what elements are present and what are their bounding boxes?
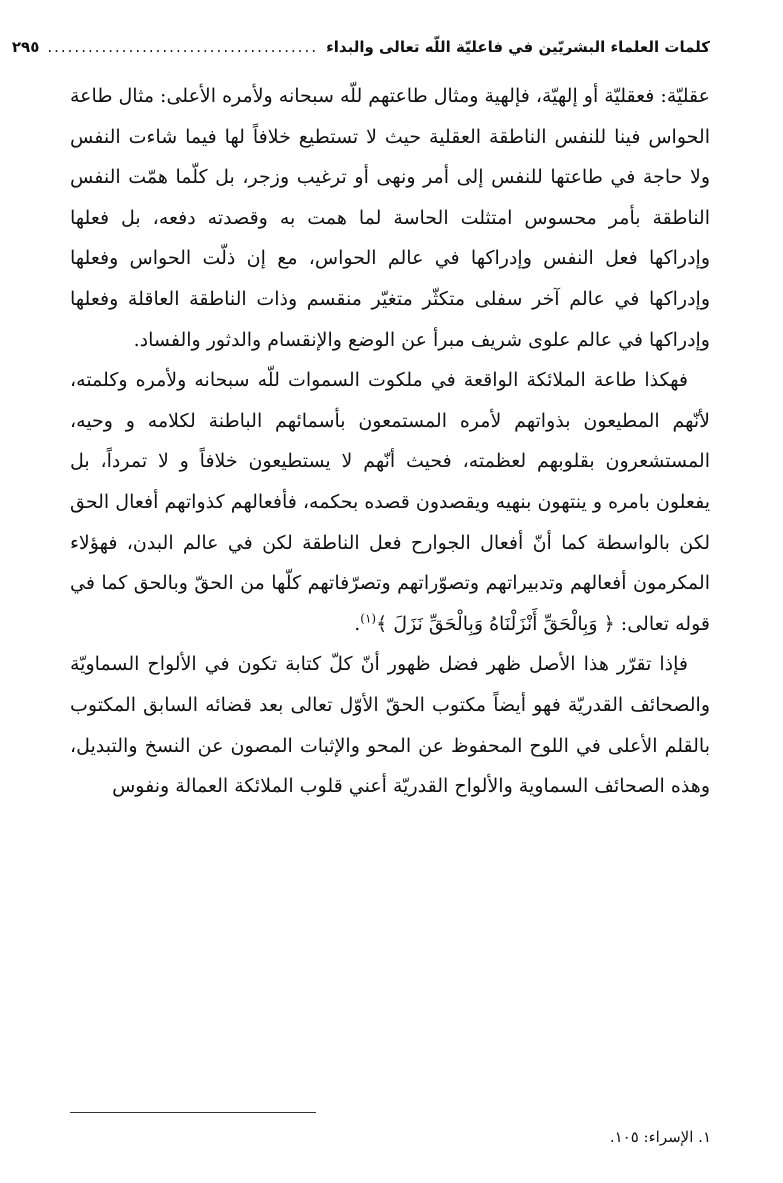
paragraph-2-text: فهكذا طاعة الملائكة الواقعة في ملكوت السموات للّه سبحانه ولأمره وكلمته، لأنّهم المطيعون بذواتهم لأمره المستمعون بأسمائهم الباطنة لكلامه و وحيه، المستشعرون بقلوبهم لعظمته، فحيث أنّهم لا يستطيعون خلافاً و لا تمرداً، بل يفعلون بامره و ينتهون بنهيه ويقصدون قصده بحكمه، فأفعالهم كذواتهم أفعال الحق لكن بالواسطة كما أنّ أفعال الجوارح فعل الناطقة لكن في عالم البدن، فهؤلاء المكرمون أفعالهم وتدبيراتهم وتصوّراتهم وتصرّفاتهم كلّها من الحقّ وبالحق كما في قوله تعالى: — [70, 369, 710, 635]
header-title: كلمات العلماء البشريّين في فاعليّة اللّه تعالى والبداء — [326, 38, 710, 56]
paragraph-1-text: عقليّة: فعقليّة أو إلهيّة، فإلهية ومثال طاعتهم للّه سبحانه ولأمره الأعلى: مثال طاعة الحواس فينا للنفس الناطقة العقلية حيث لا تستطيع خلافاً لها فيما شاءت النفس ولا حاجة في طاعتها للنفس إلى أمر ونهى أو ترغيب وزجر، بل كلّما همّت النفس الناطقة بأمر محسوس امتثلت الحاسة لما همت به وقصدته دفعه، بل فعلها وإدراكها فعل النفس وإدراكها في عالم الحواس، مع إن ذلّت الحواس وفعلها وإدراكها في عالم آخر سفلى متكثّر متغيّر منقسم وذات الناطقة العاقلة وفعلها وإدراكها في عالم علوى شريف مبرأ عن الوضع والإنقسام والدثور والفساد. — [70, 85, 710, 351]
paragraph-1 — [70, 76, 710, 360]
body-text — [70, 76, 710, 807]
paragraph-3-text: فإذا تقرّر هذا الأصل ظهر فضل ظهور أنّ كلّ كتابة تكون في الألواح السماويّة والصحائف القدريّة فهو أيضاً مكتوب الحقّ الأوّل تعالى بعد قضائه السابق المكتوب بالقلم الأعلى في اللوح المحفوظ عن المحو والإثبات المصون عن النسخ والتبديل، وهذه الصحائف السماوية والألواح القدريّة أعني قلوب الملائكة العمالة ونفوس — [70, 653, 710, 798]
footnote-marker: (١) — [360, 611, 377, 626]
header-dot-leader: ........................................ — [47, 38, 319, 56]
quran-quote: ﴿ وَبِالْحَقِّ أَنْزَلْنَاهُ وَبِالْحَقِّ نَزَلَ ﴾ — [376, 612, 615, 635]
paragraph-2 — [70, 360, 710, 644]
book-page — [11, 38, 710, 807]
footnote-divider — [70, 1112, 316, 1113]
page-number: ٢٩٥ — [11, 38, 40, 56]
paragraph-2-end: . — [354, 612, 361, 635]
footnote: ١. الإسراء: ١٠٥. — [609, 1128, 711, 1146]
running-header — [11, 38, 710, 64]
paragraph-3 — [70, 644, 710, 806]
